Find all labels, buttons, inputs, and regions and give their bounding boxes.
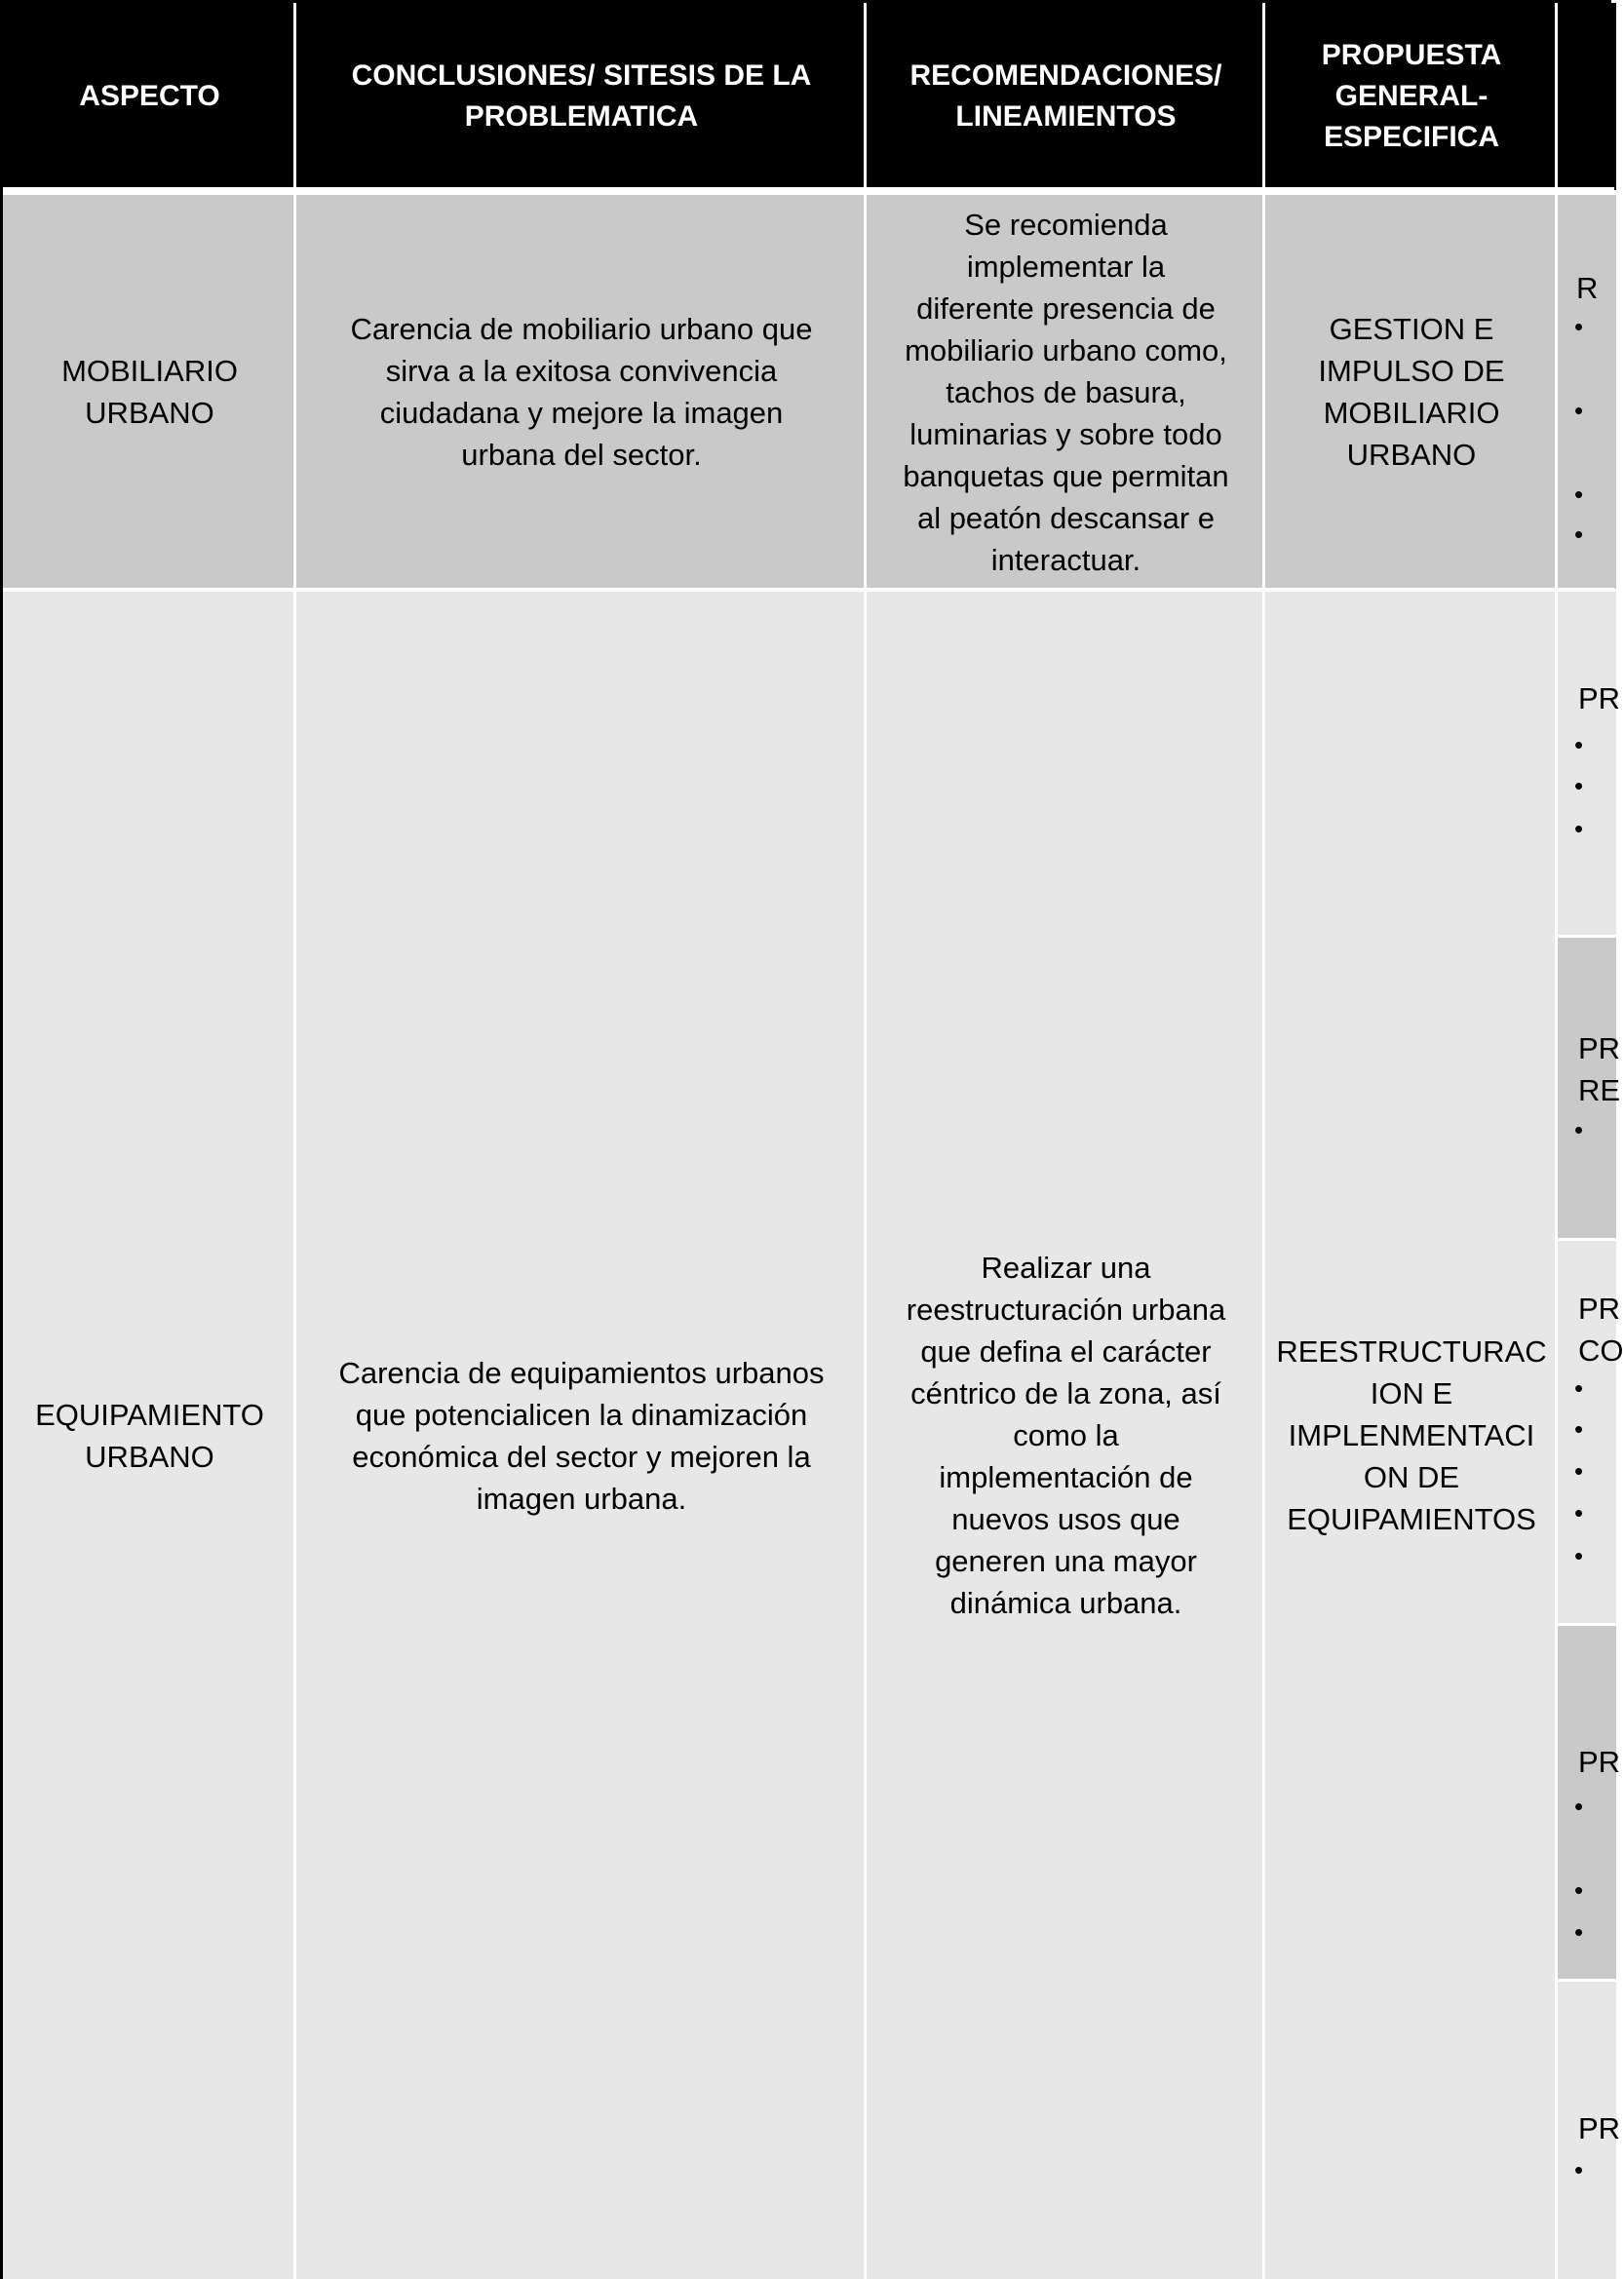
program-block [1558, 938, 1621, 1238]
bullet-icon: • [1574, 312, 1584, 341]
bullet-icon: • [1574, 1792, 1584, 1821]
bullet-icon: • [1574, 1115, 1584, 1144]
program-label: PR CO [1578, 1292, 1624, 1368]
bullet-icon: • [1574, 1373, 1584, 1403]
program-block [1558, 1626, 1621, 1979]
program-label: PR [1578, 681, 1621, 715]
grid-line [3, 588, 1614, 591]
bullet-icon: • [1574, 1541, 1584, 1570]
recomendaciones-text: Realizar una reestructuración urbana que defina el carácter céntrico de la zona, así como la implementación de nuevos usos que generen una mayor dinámica urbana. [906, 1251, 1226, 1620]
conclusiones-text: Carencia de mobiliario urbano que sirva a la exitosa convivencia ciudadana y mejore la imagen urbana del sector. [350, 312, 813, 472]
propuesta-text: REESTRUCTURAC ION E IMPLENMENTACI ON DE EQUIPAMIENTOS [1276, 1334, 1547, 1536]
program-label: PR [1578, 2111, 1621, 2145]
program-label: PR RE [1578, 1031, 1621, 1107]
grid-line [864, 3, 867, 2279]
grid-line [1262, 3, 1265, 2279]
row-equipamiento-recomendaciones [867, 592, 1265, 2279]
row-equipamiento-aspecto [3, 592, 296, 2279]
row-equipamiento-propuesta [1265, 592, 1558, 2279]
header-aspecto-label: ASPECTO [79, 80, 220, 112]
header-conclusiones-label: CONCLUSIONES/ SITESIS DE LA PROBLEMATICA [351, 59, 812, 133]
row-mobiliario-aspecto [3, 195, 296, 589]
propuesta-text: GESTION E IMPULSO DE MOBILIARIO URBANO [1318, 312, 1505, 472]
aspecto-text: EQUIPAMIENTO URBANO [35, 1397, 264, 1474]
row-mobiliario-recomendaciones [867, 195, 1265, 589]
program-block [1558, 1982, 1621, 2279]
bullet-icon: • [1574, 396, 1584, 425]
bullet-icon: • [1574, 520, 1584, 549]
program-block [1558, 195, 1616, 589]
grid-line [293, 3, 296, 2279]
bullet-icon: • [1574, 2155, 1584, 2184]
recomendaciones-text: Se recomienda implementar la diferente presencia de mobiliario urbano como, tachos de basura, luminarias y sobre todo banquetas que permitan al peatón descansar e interactuar. [903, 207, 1229, 577]
bullet-icon: • [1574, 1875, 1584, 1905]
header-conclusiones [296, 3, 867, 190]
grid-line [1555, 3, 1558, 2279]
bullet-icon: • [1574, 771, 1584, 800]
header-propuesta-label: PROPUESTA GENERAL- ESPECIFICA [1321, 39, 1502, 153]
program-label: PR [1578, 1745, 1621, 1779]
program-label: R [1576, 271, 1599, 305]
bullet-icon: • [1574, 730, 1584, 759]
row-equipamiento-conclusiones [296, 592, 867, 2279]
program-block [1558, 1241, 1624, 1623]
program-block [1558, 592, 1621, 935]
conclusiones-text: Carencia de equipamientos urbanos que potencialicen la dinamización económica del sector y mejoren la imagen urbana. [338, 1355, 825, 1516]
row-mobiliario-conclusiones [296, 195, 867, 589]
aspecto-text: MOBILIARIO URBANO [61, 354, 238, 430]
header-recomendaciones-label: RECOMENDACIONES/ LINEAMIENTOS [909, 59, 1222, 133]
header-recomendaciones [867, 3, 1265, 190]
bullet-icon: • [1574, 1456, 1584, 1486]
bullet-icon: • [1574, 814, 1584, 843]
bullet-icon: • [1574, 1498, 1584, 1527]
header-aspecto [3, 3, 296, 190]
grid-line [3, 187, 1614, 195]
row-mobiliario-propuesta [1265, 195, 1558, 589]
bullet-icon: • [1574, 1917, 1584, 1947]
header-programas [1558, 3, 1616, 190]
header-propuesta [1265, 3, 1558, 190]
bullet-icon: • [1574, 1414, 1584, 1444]
bullet-icon: • [1574, 480, 1584, 509]
